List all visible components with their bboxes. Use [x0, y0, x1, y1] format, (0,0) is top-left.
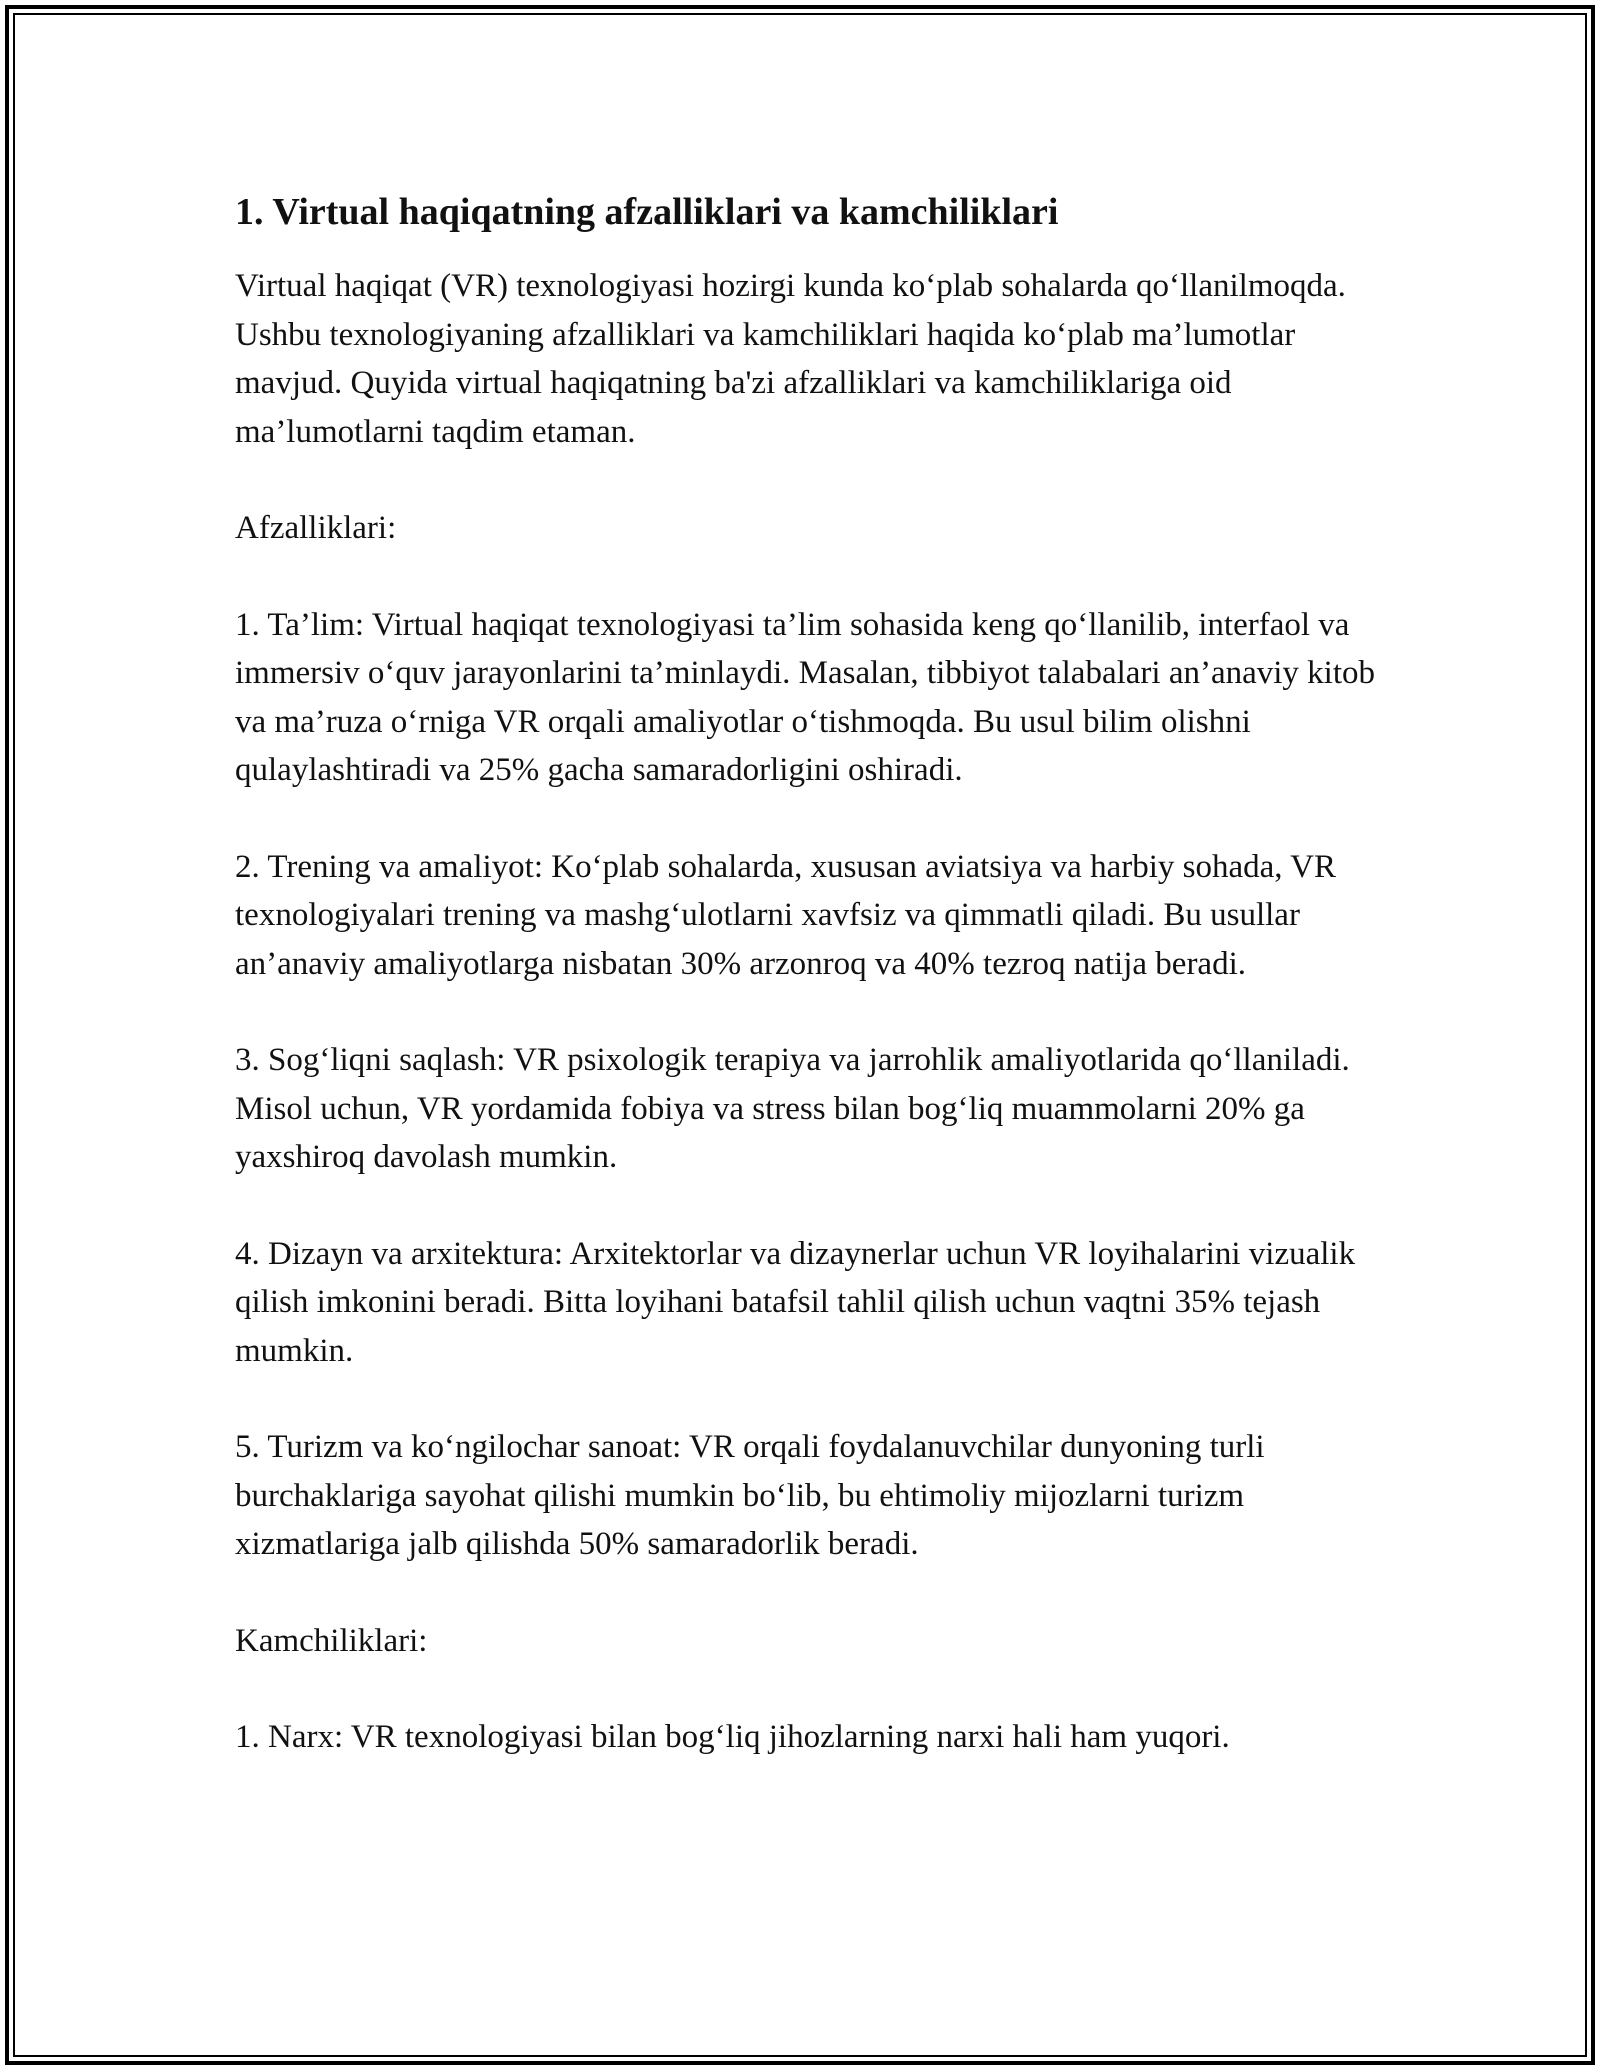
advantage-item-tourism: 5. Turizm va ko‘ngilochar sanoat: VR orqali foydalanuvchilar dunyoning turli burchaklariga sayohat qilishi mumkin bo‘lib, bu ehtimoliy mijozlarni turizm xizmatlariga jalb qilishda 50% samaradorlik beradi. [235, 1429, 1265, 1562]
advantages-heading: Afzalliklari: [235, 510, 397, 546]
intro-paragraph: Virtual haqiqat (VR) texnologiyasi hozirgi kunda ko‘plab sohalarda qo‘llanilmoqda. Ushbu texnologiyaning afzalliklari va kamchiliklari haqida ko‘plab ma’lumotlar mavjud. Quyida virtual haqiqatning ba'zi afzalliklari va kamchiliklariga oid ma’lumotlarni taqdim etaman. [235, 268, 1346, 450]
advantage-item-healthcare: 3. Sog‘liqni saqlash: VR psixologik terapiya va jarrohlik amaliyotlarida qo‘llaniladi. Misol uchun, VR yordamida fobiya va stress bilan bog‘liq muammolarni 20% ga yaxshiroq davolash mumkin. [235, 1042, 1350, 1175]
document-body [235, 186, 1375, 1810]
disadvantages-heading: Kamchiliklari: [235, 1622, 428, 1659]
advantage-item-design: 4. Dizayn va arxitektura: Arxitektorlar va dizaynerlar uchun VR loyihalarini vizualik qilish imkonini beradi. Bitta loyihani batafsil tahlil qilish uchun vaqtni 35% tejash mumkin. [235, 1235, 1356, 1369]
document-title: 1. Virtual haqiqatning afzalliklari va kamchiliklari [235, 191, 1059, 233]
advantage-item-education: 1. Ta’lim: Virtual haqiqat texnologiyasi ta’lim sohasida keng qo‘llanilib, interfaol va immersiv o‘quv jarayonlarini ta’minlaydi. Masalan, tibbiyot talabalari an’anaviy kitob va ma’ruza o‘rniga VR orqali amaliyotlar o‘tishmoqda. Bu usul bilim olishni qulaylashtiradi va 25% gacha samaradorligini oshiradi. [235, 606, 1376, 788]
advantage-item-training: 2. Trening va amaliyot: Ko‘plab sohalarda, xususan aviatsiya va harbiy sohada, VR texnologiyalari trening va mashg‘ulotlarni xavfsiz va qimmatli qiladi. Bu usullar an’anaviy amaliyotlarga nisbatan 30% arzonroq va 40% tezroq natija beradi. [235, 848, 1337, 982]
disadvantage-item-price: 1. Narx: VR texnologiyasi bilan bog‘liq jihozlarning narxi hali ham yuqori. [235, 1719, 1230, 1755]
